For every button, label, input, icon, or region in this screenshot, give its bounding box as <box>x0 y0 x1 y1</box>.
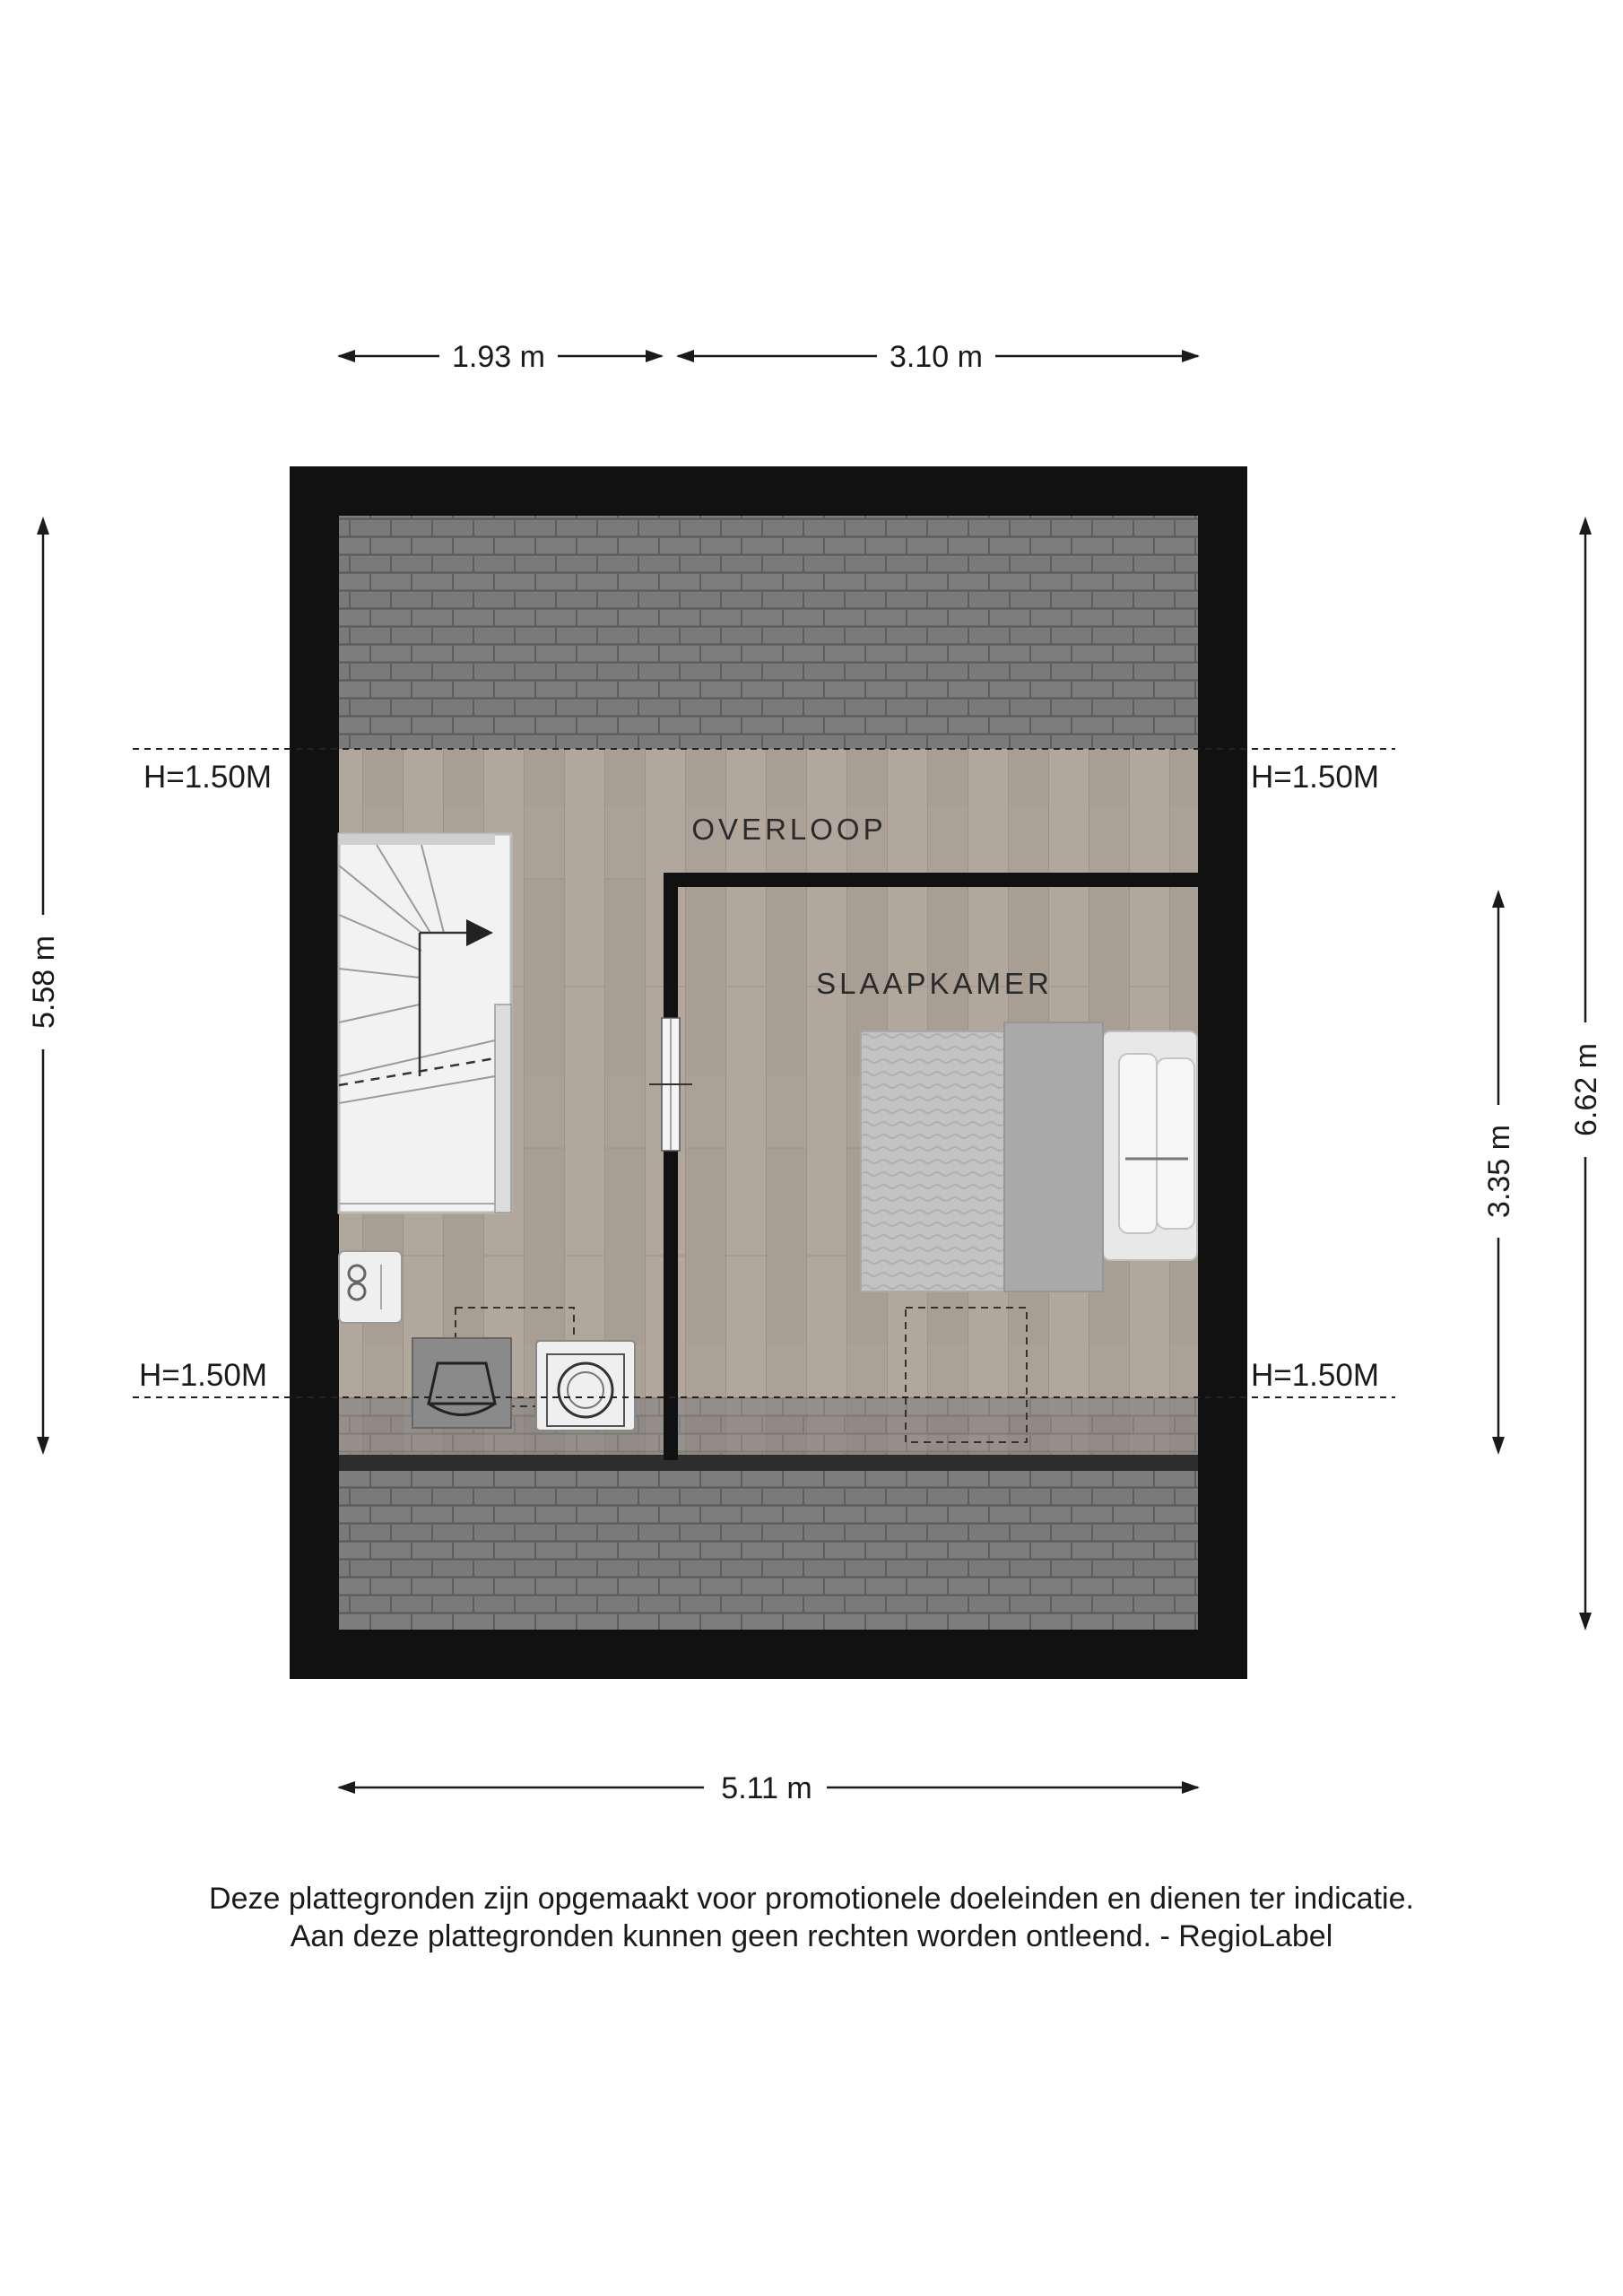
height-label-upper-right: H=1.50M <box>1251 760 1379 795</box>
dryer <box>412 1338 511 1428</box>
interior-wall-horizontal <box>664 873 1198 887</box>
interior-wall-vertical <box>664 873 678 1460</box>
dimension-right-outer <box>1569 517 1603 1631</box>
dimension-label: 5.11 m <box>721 1771 812 1805</box>
height-label-upper-left: H=1.50M <box>143 760 272 795</box>
dimension-top-right <box>676 340 1200 374</box>
room-label-overloop: OVERLOOP <box>691 813 887 846</box>
dimension-label: 6.62 m <box>1569 1043 1603 1136</box>
room-label-slaapkamer: SLAAPKAMER <box>816 967 1053 1000</box>
roof-band <box>339 1455 1198 1471</box>
dimension-left <box>27 517 61 1455</box>
disclaimer-line-1: Deze plattegronden zijn opgemaakt voor promotionele doeleinden en dienen ter indicatie. <box>209 1882 1414 1916</box>
disclaimer-line-2: Aan deze plattegronden kunnen geen rechten worden ontleend. - RegioLabel <box>290 1919 1333 1953</box>
dimension-label: 3.10 m <box>890 340 983 374</box>
washing-machine <box>536 1341 635 1431</box>
roof-bottom <box>339 1471 1198 1630</box>
roof-top <box>339 516 1198 749</box>
bed <box>861 1022 1197 1292</box>
staircase <box>339 834 511 1213</box>
dimension-label: 3.35 m <box>1482 1125 1516 1218</box>
dimension-label: 1.93 m <box>452 340 545 374</box>
dimension-bottom <box>337 1771 1200 1805</box>
height-label-lower-right: H=1.50M <box>1251 1358 1379 1393</box>
dimension-right-inner <box>1482 890 1516 1455</box>
height-label-lower-left: H=1.50M <box>139 1358 267 1393</box>
dimension-top-left <box>337 340 664 374</box>
boiler <box>339 1251 402 1323</box>
dimension-label: 5.58 m <box>27 935 61 1029</box>
